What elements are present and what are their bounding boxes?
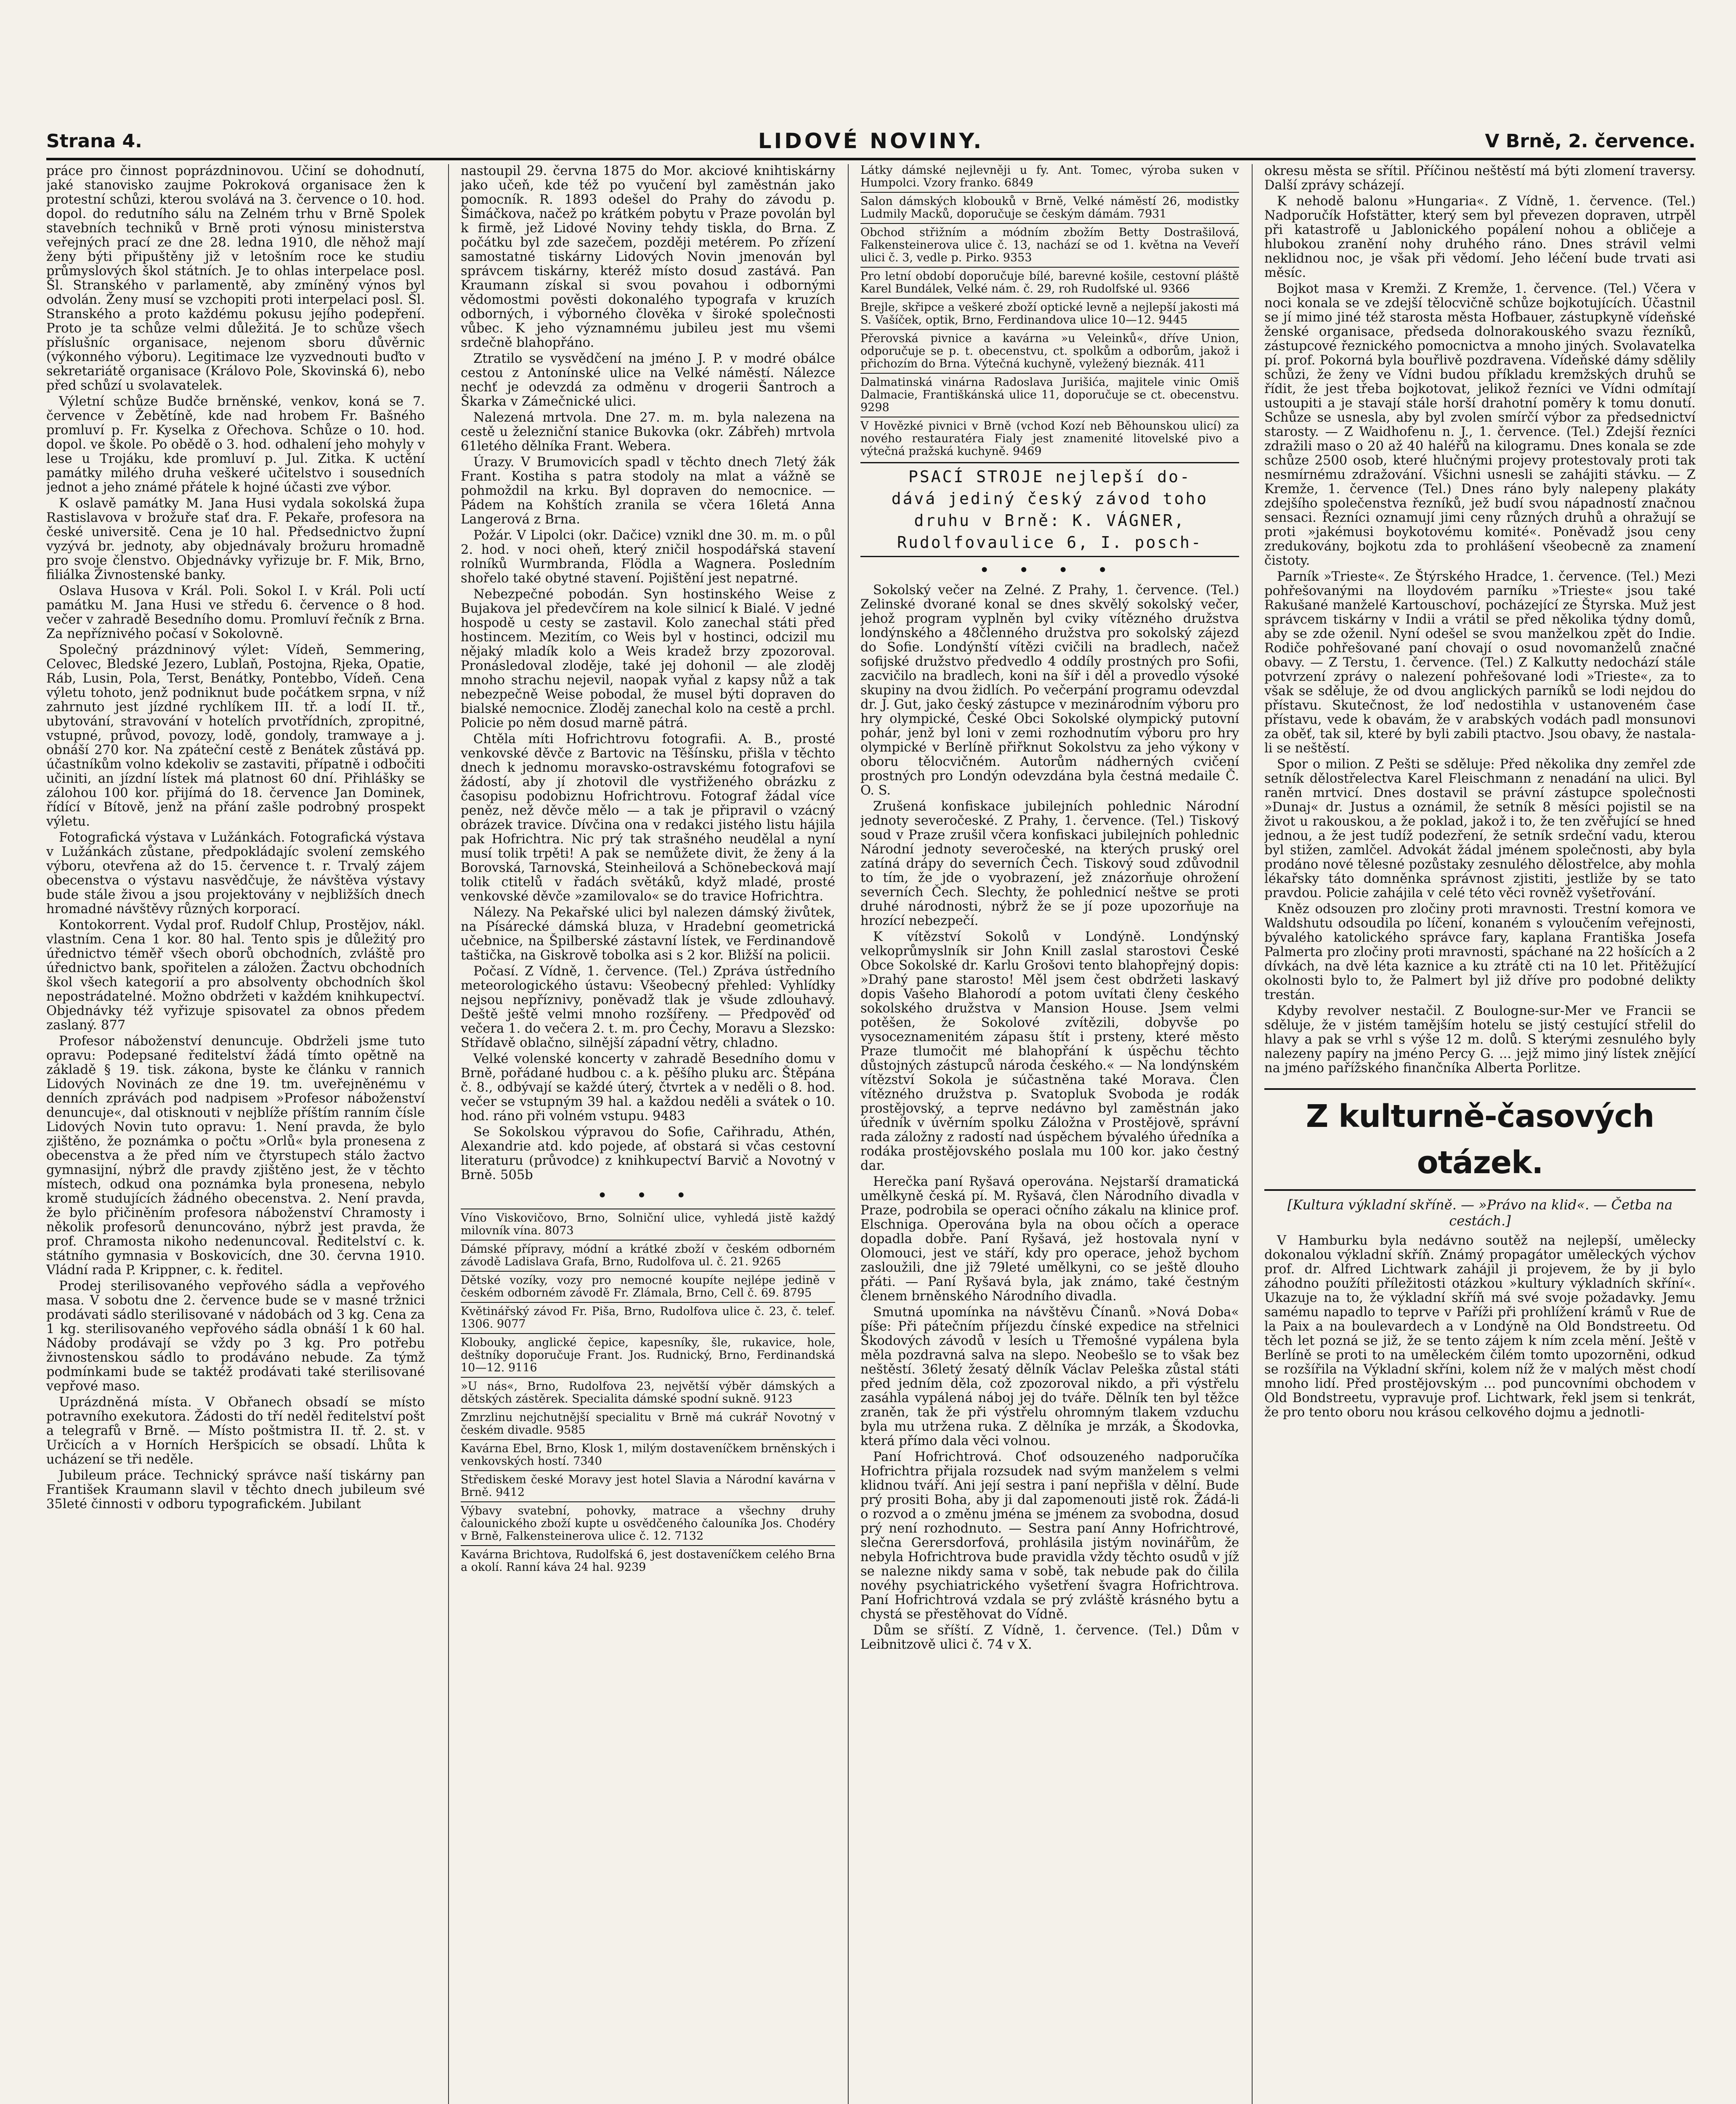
ad-line: PSACÍ STROJE nejlepší do- [908, 468, 1191, 486]
article-paragraph: Nálezy. Na Pekařské ulici byl nalezen dámský živůtek, na Písárecké dámská bluza, v Hradební geometrická učebnice, na Špilberské zástavní lístek, ve Ferdinandově taštička, na Giskrově tobolka asi s 2 kor. Bližší na policii. [461, 905, 835, 963]
classified-ad: Květinářský závod Fr. Piša, Brno, Rudolfova ulice č. 23, č. telef. 1306. 9077 [461, 1302, 835, 1331]
article-paragraph: Smutná upomínka na návštěvu Čínanů. »Nová Doba« píše: Při pátečním příjezdu čínské expedice na střelnici Škodových závodů v lesích u Třemošné vypálena byla měla pozdravná salva na slepo. Neobešlo se to však bez neštěstí. 36letý žesatý dělník Václav Peleška zůstal státi před jedním děla, což zpozoroval nikdo, a při výstřelu zasáhla vypálená náboj jej do tváře. Dělník ten byl těžce zraněn, tak že při výstřelu ohromným tlakem vzduchu byla mu utržena ruka. Z dělníka je mrzák, a Škodovka, která přímo dala věci volnou. [860, 1305, 1239, 1448]
classified-ad: Salon dámských klobouků v Brně, Velké náměstí 26, modistky Ludmily Macků, doporučuje se českým dámám. 7931 [860, 192, 1239, 220]
classified-ad: Látky dámské nejlevněji u fy. Ant. Tomec, výroba suken v Humpolci. Vzory franko. 6849 [860, 164, 1239, 189]
article-paragraph: Oslava Husova v Král. Poli. Sokol I. v Král. Poli uctí památku M. Jana Husi ve středu 6. července o 8 hod. večer v zahradě Besedního domu. Promluví řečník z Brna. Za nepříznivého počasí v Sokolovně. [46, 584, 425, 641]
classified-ad: Klobouky, anglické čepice, kapesníky, šle, rukavice, hole, deštníky doporučuje Frant. Jos. Rudnický, Brno, Ferdinandská 10—12. 9116 [461, 1333, 835, 1374]
classified-ad: Přerovská pivnice a kavárna »u Veleinků«, dříve Union, odporučuje se p. t. obecenstvu, ct. spolkům a odborům, jakož i přichozím do Brna. Výtečná kuchyně, vyležený bieznák. 411 [860, 329, 1239, 370]
article-paragraph: Dům se sříští. Z Vídně, 1. července. (Tel.) Dům v Leibnitzově ulici č. 74 v X. [860, 1623, 1239, 1652]
column-1 [46, 164, 425, 2104]
classified-ad: Víno Viskovičovo, Brno, Solniční ulice, vyhledá jistě každý milovník vína. 8073 [461, 1209, 835, 1237]
classified-ad: Obchod střižním a módním zbožím Betty Dostrašilová, Falkensteinerova ulice č. 13, nachází se od 1. května na Veveří ulici č. 3, vedle p. Pirko. 9353 [860, 223, 1239, 264]
classified-ad: Střediskem české Moravy jest hotel Slavia a Národní kavárna v Brně. 9412 [461, 1470, 835, 1499]
classified-ad: V Hovězké pivnici v Brně (vchod Kozí neb Běhounskou ulicí) za nového restauratéra Fialy jest znamenité litovelské pivo a výtečná pražská kuchyně. 9469 [860, 417, 1239, 458]
article-paragraph: Ztratilo se vysvědčení na jméno J. P. v modré obálce cestou z Antonínské ulice na Velké náměstí. Nálezce nechť je odevzdá za odměnu v drogerii Šantroch a Škarka v Zámečnické ulici. [461, 351, 835, 409]
paper-title: LIDOVÉ NOVINY. [758, 129, 984, 153]
article-paragraph: Nalezená mrtvola. Dne 27. m. m. byla nalezena na cestě u železniční stanice Bukovka (okr. Zábřeh) mrtvola 61letého dělníka Frant. Webera. [461, 410, 835, 454]
feuilleton-heading: Z kulturně-časových otázek. [1264, 1088, 1696, 1191]
article-paragraph: Chtěla míti Hofrichtrovu fotografii. A. B., prosté venkovské děvče z Bartovic na Těšínsku, přišla v těchto dnech k jednomu moravsko-ostravskému fotografovi se žádostí, aby jí zhotovil dle vystřiženého obrázku z časopisu podobiznu Hofrichtrovu. Fotograf žádal více peněz, než děvče mělo — a tak je připravil o vzácný obrázek travice. Dívčina ona v redakci jistého listu hájila pak Hofrichtra. Nic prý tak strašného neudělal a nyní musí tolik trpěti! A pak se nemůžete divit, že ženy á la Borovská, Tarnovská, Steinheilová a Schönebecková mají tolik ctitelů v řadách světáků, když mladé, prosté venkovské děvče »zamilovalo« se do travice Hofrichtra. [461, 732, 835, 904]
article-paragraph: Fotografická výstava v Lužánkách. Fotografická výstava v Lužánkách zůstane, předpokládajíc svolení zemského výboru, otevřena až do 15. července t. r. Trvalý zájem obecenstva o výstavu nasvědčuje, že návštěva výstavy bude stále živou a jsou projektovány v nejbližších dnech hromadné návštěvy různých korporací. [46, 830, 425, 917]
feuilleton-subheading: [Kultura výkladní skříně. — »Právo na klid«. — Četba na cestách.] [1287, 1197, 1673, 1229]
running-head [46, 130, 1696, 160]
column-rule [848, 164, 849, 2104]
section-ornament: • • • [597, 1187, 698, 1204]
article-paragraph: Zrušená konfiskace jubilejních pohlednic Národní jednoty severočeské. Z Prahy, 1. července. (Tel.) Tiskový soud v Praze zrušil včera konfiskaci jubilejních pohlednic Národní jednoty severočeské, na kterých pruský orel zatíná drápy do severních Čech. Tiskový soud zdůvodnil to tím, že jde o vyobrazení, jež znázorňuje ohrožení severních Čech. Slechty, že pohlednicí neštve se proti druhé národnosti, nýbrž že se jí poze upozorňuje na hrozící nebezpečí. [860, 799, 1239, 928]
article-paragraph: V Hamburku byla nedávno soutěž na nejlepší, umělecky dokonalou výkladní skříň. Známý propagátor uměleckých výchov prof. dr. Alfred Lichtwark zahájil ji projevem, že by ji bylo záhodno použíti příležitosti otázkou »kultury výkladních skříní«. Ukazuje na to, že výkladní skříň má své svoje požadavky. Jemu samému napadlo to teprve v Paříži při prohlížení krámů v Rue de la Paix a na boulevardech a v Londýně na Old Bondstreetu. Od těch let pozná se již, že se tento zájem k ním zcela mění. Ještě v Berlíně se proti to na uměleckém čilém tomto upozorněni, odkud se rozšířila na Výkladní skříni, kolem níž že v malých měst chodí mnoho lidí. Před prostějovským ... pod puncovními obchodem v Old Bondstreetu, vypravuje prof. Lichtwark, řekl jsem si tenkrát, že pro tento oboru nou krásou celkového dojmu a jednotli- [1264, 1233, 1696, 1420]
classified-ad: Zmrzlinu nejchutnější specialitu v Brně má cukrář Novotný v českém divadle. 9585 [461, 1408, 835, 1437]
article-paragraph: práce pro činnost poprázdninovou. Učiní se dohodnutí, jaké stanovisko zaujme Pokroková organisace žen k protestní schůzi, kterou svolává na 3. července o 10. hod. dopol. do redutního sálu na Zelném trhu v Brně Spolek stavebních techniků v Brně proti výnosu ministerstva veřejných prací ze dne 28. ledna 1910, dle něhož mají ženy býti připuštěny již v letošním roce ke studiu průmyslových škol státních. Je to ohlas interpelace posl. Šl. Stranského v parlamentě, aby zmíněný výnos byl odvolán. Ženy musí se vzchopiti proti interpelaci posl. Šl. Stranského a proto každému pokusu jejího podepření. Proto je ta schůze velmi důležitá. Je to schůze všech příslušníc organisace, nejenom sboru důvěrnic (výkonného výboru). Legitimace lze vyzvednouti buďto v sekretariátě organisace (Královo Pole, Skovinská 6), nebo před schůzí u svolavatelek. [46, 164, 425, 393]
article-paragraph: Herečka paní Ryšavá operována. Nejstarší dramatická umělkyně česká pí. M. Ryšavá, člen Národního divadla v Praze, podrobila se operaci očního zákalu na klinice prof. Elschniga. Operována byla na obou očích a operace dopadla dobře. Paní Ryšavá, jež hostovala nyní v Olomouci, jest ve stáří, kdy pro operace, jehož bychom zasloužili, dne již 79leté umělkyni, co se ještě dlouho přáti. — Paní Ryšavá byla, jak známo, také čestným členem brněnského Národního divadla. [860, 1174, 1239, 1304]
header-rule [46, 158, 1696, 160]
article-paragraph: Velké volenské koncerty v zahradě Besedního domu v Brně, pořádané hudbou c. a k. pěšího pluku arc. Štěpána č. 8., odbývají se každé úterý, čtvrtek a v neděli o 8. hod. večer se vstupným 39 hal. a každou neděli a svátek o 10. hod. ráno při volném vstupu. 9483 [461, 1052, 835, 1124]
classified-ad: Kavárna Ebel, Brno, Klosk 1, milým dostaveníčkem brněnských i venkovských hostí. 7340 [461, 1439, 835, 1468]
classified-ad: Dětské vozíky, vozy pro nemocné koupíte nejlépe jedině v českém odborném závodě Fr. Zlámala, Brno, Cell č. 69. 8795 [461, 1271, 835, 1299]
column-3 [860, 164, 1239, 2104]
article-paragraph: Bojkot masa v Kremži. Z Kremže, 1. července. (Tel.) Včera v noci konala se ve zdejší tělocvičně schůze bojkotujících. Účastnil se jí mimo jiné též starosta města Hofbauer, zástupkyně vídeňské ženské organisace, předseda dolnorakouského svazu řezníků, zástupcové řeznického pomocnictva a mnoho jiných. Svolavatelka pí. prof. Pokorná byla bouřlivě pozdravena. Vídeňské dámy sdělily schůzi, že ženy ve Vídni budou příkladu kremžských druhů se řídit, že jest třeba bojkotovat, jelikož řezníci ve Vídni odmítají ustoupiti a je stavají stále horší drahotní poměry k tomu donutí. Schůze se usnesla, aby byl zvolen smírčí výbor za předsednictví starosty. — Z Waidhofenu n. J., 1. července. (Tel.) Zdejší řezníci zdražili maso o 20 až 40 haléřů na kilogramu. Dnes konala se zde schůze 2500 osob, které hlučnými projevy protestovaly proti tak nesmírnému zdražování. Všichni usnesli se zahájiti stávku. — Z Kremže, 1. července (Tel.) Dnes ráno byly nalepeny plakáty zdejšího společenstva řezníků, jež budí svou nápadností značnou sensaci. Řezníci oznamují jimi ceny různých druhů a ohražují se proti »jakémusi boykotovému komité«. Poněvadž jsou ceny zredukovány, bojkotu zda to prohlášení všeobecně za znamení čistoty. [1264, 282, 1696, 568]
article-paragraph: Spor o milion. Z Pešti se sděluje: Před několika dny zemřel zde setník dělostřelectva Karel Fleischmann z nenadání na ulici. Byl raněn mrtvicí. Dnes dostavil se právní zástupce společnosti »Dunaj« dr. Justus a oznámil, že setník 8 měsíci pojistil se na život u rakouskou, a že poklad, jakož i to, že ten zvěřující se hned jednou, a že jest tudíž podezření, že setník srdeční vadu, kterou byl stižen, zamlčel. Advokát žádal jménem společnosti, aby byla prodáno nové tělesné pozůstaky zesnulého dělostřelce, aby mohla lékařsky táto domněnka správnost zjistiti, jestliže by se tato pravdou. Policie zahájila v celé této věci rovněž vyšetřování. [1264, 757, 1696, 901]
column-4 [1264, 164, 1696, 2104]
classified-ad: »U nás«, Brno, Rudolfova 23, největší výběr dámských a dětských zástěrek. Specialita dámské spodní sukně. 9123 [461, 1377, 835, 1405]
article-paragraph: K nehodě balonu »Hungaria«. Z Vídně, 1. července. (Tel.) Nadporučík Hofstätter, který sem byl převezen dopraven, utrpěl při katastrofě u Jablonického popálení nohou a obličeje a hlubokou zranění nohy druhého ráno. Dnes strávil velmi neklidnou noc, je však při vědomí. Jeho léčení bude trvati asi měsíc. [1264, 194, 1696, 280]
article-paragraph: okresu města se sřítil. Příčinou neštěstí má býti zlomení traversy. Další zprávy scházejí. [1264, 164, 1696, 193]
article-paragraph: Úrazy. V Brumovicích spadl v těchto dnech 7letý žák Frant. Kostiha s patra stodoly na mlat a vážně se pohmoždil na krku. Byl dopraven do nemocnice. — Pádem na Kohštích zranila se včera 16letá Anna Langerová z Brna. [461, 455, 835, 527]
article-paragraph: K oslavě památky M. Jana Husi vydala sokolská župa Rastislavova v brožuře stať dra. F. Pekaře, profesora na české universitě. Cena je 10 hal. Předsednictvo župní vyzývá br. jednoty, aby objednávaly brožuru hromadně pro svoje členstvo. Objednávky vyřizuje br. F. Mik, Brno, filiálka Živnostenské banky. [46, 496, 425, 582]
article-paragraph: Prodej sterilisovaného vepřového sádla a vepřového masa. V sobotu dne 2. července bude se v masné tržnici prodávati sádlo sterilisované v nádobách od 3 kg. Cena za 1 kg. sterilisovaného vepřového sádla obnáší 1 k 60 hal. Nádoby prodávají se vždy po 3 kg. Pro potřebu živnostenskou sádlo to prodáváno nebude. Za týmž podmínkami bude se taktéž prodávati také sterilisované vepřové maso. [46, 1279, 425, 1394]
section-ornament: • • • • [979, 562, 1120, 579]
classified-ad: Výbavy svatební, pohovky, matrace a všechny druhy čalounického zboží kupte u osvědčeného čalouníka Jos. Chodéry v Brně, Falkensteinerova ulice č. 12. 7132 [461, 1501, 835, 1543]
column-rule [448, 164, 449, 2104]
classified-ad: Pro letní období doporučuje bílé, barevné košile, cestovní pláště Karel Bundálek, Velké nám. č. 29, roh Rudolfské ul. 9366 [860, 267, 1239, 295]
article-paragraph: Jubileum práce. Technický správce naší tiskárny pan František Kraumann slavil v těchto dnech jubileum své 35leté činnosti v odboru typografickém. Jubilant [46, 1468, 425, 1512]
article-paragraph: Sokolský večer na Zelné. Z Prahy, 1. července. (Tel.) Zelinské dvorané konal se dnes skvělý sokolský večer, jehož program vyplněn byl cviky vítězného družstva londýnského a 48členného družstva pro sokolský zájezd do Sofie. Londýnští vítězi cvičili na bradlech, načež sofijské družstvo předvedlo 4 oddíly prostných pro Sofii, zacvičilo na bradlech, koni na šíř i děl a provedlo výsoké skupiny na dvou židlích. Po večerpání programu odevzdal dr. J. Gut, jako český zástupce v mezinárodním výboru pro hry olympické, České Obci Sokolské olympický putovní pohár, jenž byl loni v zemi rozhodnutím výboru pro hry olympické v Berlíně přiřknut Sokolstvu za jeho výkony v oboru tělocvičném. Autorům nádherných cvičení prostných pro Londýn odevzdána byla čestná medaile Č. O. S. [860, 583, 1239, 798]
classified-ad: Kavárna Brichtova, Rudolfská 6, jest dostaveníčkem celého Brna a okolí. Ranní káva 24 hal. 9239 [461, 1545, 835, 1574]
classified-ad: Dámské přípravy, módní a krátké zboží v českém odborném závodě Ladislava Grafa, Brno, Rudolfova ul. č. 21. 9265 [461, 1240, 835, 1268]
article-paragraph: nastoupil 29. června 1875 do Mor. akciové knihtiskárny jako učeň, kde též po vyučení byl zaměstnán jako pomocník. R. 1893 odešel do Prahy do závodu p. Šimáčkova, načež po krátkém pobytu v Praze povolán byl k firmě, jež Lidové Noviny tehdy tiskla, do Brna. Z počátku byl zde sazečem, později metérem. Po zřízení samostatné tiskárny Lidových Novin jmenován byl správcem tiskárny, kteréž místo dosud zastává. Pan Kraumann získal si svou povahou i odbornými vědomostmi pověsti dokonalého typografa v kruzích odborných, i výborného člověka v široké společnosti vůbec. K jeho významnému jubileu jest mu všemi srdečně blahopřáno. [461, 164, 835, 350]
article-paragraph: Počasí. Z Vídně, 1. července. (Tel.) Zpráva ústředního meteorologického ústavu: Všeobecný přehled: Vyhlídky nejsou nepříznivy, poněvadž tlak je všude zdlouhavý. Deště ještě velmi mnoho rozšířeny. — Předpověď od večera 1. do večera 2. t. m. pro Čechy, Moravu a Slezsko: Střídavě oblačno, silnější západní větry, chladno. [461, 964, 835, 1050]
classified-ad: Dalmatinská vinárna Radoslava Jurišića, majitele vinic Omiš Dalmacie, Františkánská ulice 11, doporučuje se ct. obecenstvu. 9298 [860, 373, 1239, 414]
ad-line: Rudolfovaulice 6, I. posch- [897, 533, 1202, 552]
place-date: V Brně, 2. července. [1485, 130, 1696, 152]
article-paragraph: Kněz odsouzen pro zločiny proti mravnosti. Trestní komora ve Waldshutu odsoudila po líčení, konaném s vyloučením veřejnosti, bývalého katolického správce fary, kaplana Františka Josefa Palmerta pro zločiny proti mravnosti, spáchané na 22 hošících a 2 dívkách, na dvě léta kaznice a ku ztrátě cti na 10 let. Přitěžující okolnosti bylo to, že Palmert byl již dříve pro podobné delikty trestán. [1264, 902, 1696, 1002]
typewriter-advertisement [860, 462, 1239, 557]
classified-ad: Brejle, skřipce a veškeré zboží optické levně a nejlepší jakosti má S. Vašíček, optik, Brno, Ferdinandova ulice 10—12. 9445 [860, 298, 1239, 327]
page-number: Strana 4. [46, 130, 142, 152]
article-paragraph: K vítězství Sokolů v Londýně. Londýnský velkoprůmyslník sir John Knill zaslal starostovi České Obce Sokolské dr. Karlu Grošovi tento blahopřejný dopis: »Drahý pane starosto! Měl jsem čest obdržeti laskavý dopis Vašeho Blahorodí a potom uvítati členy českého sokolského družstva v Mansion House. Jsem velmi potěšen, že Sokolové zvítězili, dobyvše po vysoceznamenitém zápasu štít i prsteny, které město Praze tlumočit mé blahopřání k úspěchu těchto důstojných zástupců národa českého.« — Na londýnském vítězství Sokola je súčastněna také Morava. Člen vítězného družstva p. Svatopluk Svoboda je rodák prostějovský, a teprve nedávno byl zaměstnán jako úředník v úvěrním spolku Záložna v Prostějově, správní rada záložny z radostí nad úspěchem bývalého úředníka a rodáka prostějovského poslala mu 100 kor. jako čestný dar. [860, 930, 1239, 1173]
newspaper-page [46, 17, 1696, 2104]
article-paragraph: Uprázdněná místa. V Obřanech obsadí se místo potravního exekutora. Žádosti do tří neděl ředitelství pošt a telegrafů v Brně. — Místo poštmistra II. tř. 2. st. v Určicích a v Horních Heršpicích se obsadí. Lhůta k ucházení se tři neděle. [46, 1395, 425, 1467]
ad-line: druhu v Brně: K. VÁGNER, [914, 511, 1186, 530]
article-paragraph: Se Sokolskou výpravou do Sofie, Cařihradu, Athén, Alexandrie atd. kdo pojede, ať obstará si včas cestovní literaturu (průvodce) z knihkupectví Barvič a Novotný v Brně. 505b [461, 1125, 835, 1182]
ad-line: dává jediný český závod toho [891, 489, 1208, 508]
column-2 [461, 164, 835, 2104]
article-paragraph: Kdyby revolver nestačil. Z Boulogne-sur-Mer ve Francii se sděluje, že v jistém tamějším hotelu se jistý cestující střelil do hlavy a pak se vrhl s výše 12 m. dolů. S kterými zesnulého byly nalezeny papíry na jméno Percy G. ... jejž mimo jiný lístek znějící na jméno pařížského finančníka Alberta Porlitze. [1264, 1004, 1696, 1076]
article-paragraph: Společný prázdninový výlet: Vídeň, Semmering, Celovec, Bledské Jezero, Lublaň, Postojna, Rjeka, Opatie, Ráb, Lusin, Pola, Terst, Benátky, Pontebbo, Vídeň. Cena výletu tohoto, jenž podniknut bude počátkem srpna, v níž zahrnuto jest jízdné rychlíkem III. tř. a lodí II. tř., ubytování, stravování v hotelích prvotřídních, zpropitné, vstupné, průvod, povozy, lodě, gondoly, tramwaye a j. obnáší 270 kor. Na zpáteční cestě z Benátek zůstává pp. účastníkům volno kdekoliv se zastaviti, přípatně i odbočiti učiniti, an jízdní lístek má platnost 60 dní. Přihlášky se zálohou 100 kor. přijímá do 18. července Jan Dominek, řídící v Bítově, jenž na přání zašle podrobný prospekt výletu. [46, 643, 425, 829]
article-paragraph: Nebezpečné pobodán. Syn hostinského Weise z Bujakova jel předevčírem na kole silnicí k Bialé. V jedné hospodě u cesty se zastavil. Kolo zanechal státi před hostincem. Mezitím, co Weis byl v hostinci, odcizil mu nějaký mladík kolo a Weis kradež brzy zpozoroval. Pronásledoval zloděje, také jej dohonil — ale zloděj mnoho strachu nejevil, naopak vyňal z kapsy nůž a tak nebezpečně Weise pobodal, že musel býti dopraven do bialské nemocnice. Zloděj zanechal kolo na cestě a prchl. Policie po něm dosud marně pátrá. [461, 587, 835, 731]
column-rule [1252, 164, 1253, 2104]
article-paragraph: Paní Hofrichtrová. Choť odsouzeného nadporučíka Hofrichtra přijala rozsudek nad svým manželem s velmi klidnou tváří. Ani její sestra i paní nepřišla v dělní. Bude prý prositi Boha, aby ji dal zapomenouti jistě rok. Žádá-li o rozvod a o změnu jména se jménem za svobodna, dosud prý není rozhodnuto. — Sestra paní Anny Hofrichtrové, slečna Gerersdorfová, prohlásila jistým novinářům, že nebyla Hofrichtrova bude pravidla vždy těchto osudů v jíž se nalezne nikdy sama v sobě, tak nebude pak do čilila novéhy psychiatrického vyšetření švagra Hofrichtrova. Paní Hofrichtrová vzdala se prý zvláště krásného bytu a chystá se přestěhovat do Vídně. [860, 1450, 1239, 1622]
article-paragraph: Kontokorrent. Vydal prof. Rudolf Chlup, Prostějov, nákl. vlastním. Cena 1 kor. 80 hal. Tento spis je důležitý pro úřednictvo téměř všech oborů obchodních, zvláště pro úřednictvo bank, spořitelen a záložen. Žactvu obchodních škol všech kategorií a pro absolventy obchodních škol nepostrádatelné. Možno obdržeti v každém knihkupectví. Objednávky též vyřizuje spisovatel za obnos předem zaslaný. 877 [46, 918, 425, 1033]
article-paragraph: Profesor náboženství denuncuje. Obdrželi jsme tuto opravu: Podepsané ředitelství žádá tímto opětně na základě § 19. tisk. zákona, byste ke článku v rannich Lidových Novinách ze dne 19. tm. uveřejněnému v denních zprávách pod nadpisem »Profesor náboženství denuncuje«, dal otisknouti v nejblíže příštím ranním čísle Lidových Novin tuto opravu: 1. Není pravda, že bylo zjištěno, že poznámka o počtu »Orlů« byla pronesena z obecenstva a že před ním ve čtyrstupech stálo žactvo gymnasijní, nýbrž dle pravdy zjištěno jest, že v těchto místech, odkud ona poznámka byla pronesena, nebylo kromě studujících žádného obecenstva. 2. Není pravda, že bylo přičiněním profesora náboženství Chramosty i několik profesorů denuncováno, nýbrž jest pravda, že prof. Chramosta nikoho nedenuncoval. Ředitelství c. k. státního gymnasia v Boskovicích, dne 30. června 1910. Vládní rada P. Krippner, c. k. ředitel. [46, 1034, 425, 1278]
article-paragraph: Výletní schůze Budče brněnské, venkov, koná se 7. července v Žebětíně, kde nad hrobem Fr. Bašného promluví p. Fr. Kyselka z Ořechova. Schůze o 10. hod. dopol. ve škole. Po obědě o 3. hod. odhalení jeho mohyly v lese u Trojáku, kde promluví p. Jul. Zitka. K uctění památky milého druha veškeré učitelstvo i sousedních jednot a jeho známé přátele k hojné účasti zve výbor. [46, 394, 425, 495]
article-paragraph: Parník »Trieste«. Ze Štýrského Hradce, 1. července. (Tel.) Mezi pohřešovanými na lloydovém parníku »Trieste« jsou také Rakušané manželé Kartouschoví, pocházející ze Štyrska. Muž jest správcem tiskárny v Indii a vrátil se před několika týdny domů, aby se zde oženil. Nyní odešel se svou manželkou zpět do Indie. Rodiče pohřešované paní chovají o osud novomanželů značné obavy. — Z Terstu, 1. července. (Tel.) Z Kalkutty nedochází stále potvrzení zprávy o nalezení pohřešované lodi »Trieste«, za to však se sděluje, že od dvou anglických parníků se lodi nejdou do přístavu. Skutečnost, že loď nedostihla v ustanoveném čase přístavu, vede k obavám, že v arabských vodách padl monsunovi za oběť, tak sil, které by byli zabili ptactvo. Jsou obavy, že nastala-li se neštěstí. [1264, 569, 1696, 756]
article-paragraph: Požár. V Lipolci (okr. Dačice) vznikl dne 30. m. m. o půl 2. hod. v noci oheň, který zničil hospodářská stavení rolníků Wurmbranda, Flödla a Wagnera. Posledním shořelo také obytné stavení. Pojištění jest nepatrné. [461, 528, 835, 586]
